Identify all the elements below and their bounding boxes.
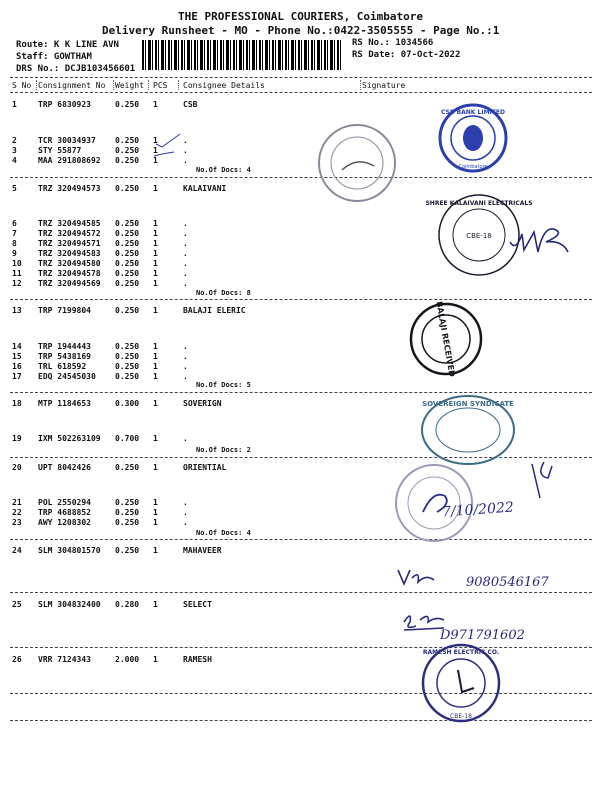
weight-value: 0.250 — [115, 352, 140, 361]
stamp-text: Coimbatore — [458, 164, 488, 170]
consignee-details: . — [183, 136, 188, 145]
stamp-text: SOVEREIGN SYNDICATE — [422, 400, 514, 408]
page-subtitle: Delivery Runsheet - MO - Phone No.:0422-3505555 - Page No.:1 — [102, 24, 500, 37]
col-sep — [148, 80, 149, 90]
consignment-number: TRZ 320494573 — [38, 184, 101, 193]
tick-marks — [150, 130, 200, 164]
docs-count: No.Of Docs: 5 — [196, 381, 251, 389]
pieces-count: 1 — [153, 219, 158, 228]
page-title: THE PROFESSIONAL COURIERS, Coimbatore — [178, 10, 424, 23]
weight-value: 0.250 — [115, 184, 140, 193]
pieces-count: 1 — [153, 306, 158, 315]
table-row — [10, 342, 592, 352]
weight-value: 0.250 — [115, 518, 140, 527]
consignment-number: TRZ 320494571 — [38, 239, 101, 248]
consignee-details: . — [183, 156, 188, 165]
weight-value: 0.250 — [115, 498, 140, 507]
weight-value: 0.250 — [115, 259, 140, 268]
pieces-count: 1 — [153, 399, 158, 408]
col-sep — [360, 80, 361, 90]
serial-number: 13 — [12, 306, 22, 315]
serial-number: 1 — [12, 100, 17, 109]
consignment-number: TRZ 320494585 — [38, 219, 101, 228]
weight-value: 0.250 — [115, 508, 140, 517]
serial-number: 18 — [12, 399, 22, 408]
consignee-details: . — [183, 259, 188, 268]
consignee-details: CSB — [183, 100, 198, 109]
group-divider — [10, 647, 592, 648]
csb-stamp — [314, 120, 400, 206]
table-row — [10, 600, 592, 610]
rs-number: RS No.: 1034566 — [352, 38, 434, 48]
consignee-details: SELECT — [183, 600, 212, 609]
serial-number: 25 — [12, 600, 22, 609]
serial-number: 21 — [12, 498, 22, 507]
route-label: Route: K K LINE AVN — [16, 40, 119, 50]
weight-value: 0.250 — [115, 372, 140, 381]
consignment-number: TRP 7199804 — [38, 306, 91, 315]
serial-number: 22 — [12, 508, 22, 517]
serial-number: 6 — [12, 219, 17, 228]
pieces-count: 1 — [153, 508, 158, 517]
stamp-text: SHREE KALAIVANI ELECTRICALS — [425, 200, 533, 207]
serial-number: 26 — [12, 655, 22, 664]
stamp-text: BALAJI RECEIVED — [434, 300, 457, 378]
table-row — [10, 306, 592, 316]
pieces-count: 1 — [153, 600, 158, 609]
table-row — [10, 372, 592, 382]
consignee-details: . — [183, 362, 188, 371]
pieces-count: 1 — [153, 498, 158, 507]
pieces-count: 1 — [153, 146, 158, 155]
serial-number: 24 — [12, 546, 22, 555]
pieces-count: 1 — [153, 342, 158, 351]
header-bottom-divider — [10, 92, 592, 93]
consignment-number: TRP 6830923 — [38, 100, 91, 109]
serial-number: 15 — [12, 352, 22, 361]
handwritten-phone-2: D971791602 — [440, 628, 525, 643]
weight-value: 0.250 — [115, 219, 140, 228]
pieces-count: 1 — [153, 136, 158, 145]
footer-divider — [10, 720, 592, 721]
pieces-count: 1 — [153, 463, 158, 472]
consignment-number: MAA 291808692 — [38, 156, 101, 165]
docs-count: No.Of Docs: 2 — [196, 446, 251, 454]
weight-value: 0.250 — [115, 249, 140, 258]
consignment-number: AWY 1208302 — [38, 518, 91, 527]
pieces-count: 1 — [153, 279, 158, 288]
consignment-number: MTP 1184653 — [38, 399, 91, 408]
serial-number: 11 — [12, 269, 22, 278]
serial-number: 14 — [12, 342, 22, 351]
weight-value: 0.280 — [115, 600, 140, 609]
consignee-details: . — [183, 498, 188, 507]
handwritten-date: 7/10/2022 — [441, 499, 515, 521]
group-divider — [10, 177, 592, 178]
stamp-text: RAMESH ELECTRIC CO. — [422, 649, 500, 656]
consignment-number: TRZ 320494583 — [38, 249, 101, 258]
consignment-number: TRL 618592 — [38, 362, 87, 371]
consignee-details: . — [183, 372, 188, 381]
balaji-stamp — [407, 300, 485, 378]
table-row — [10, 352, 592, 362]
rs-date: RS Date: 07-Oct-2022 — [352, 50, 461, 60]
pieces-count: 1 — [153, 372, 158, 381]
weight-value: 0.250 — [115, 279, 140, 288]
consignment-number: TRP 4688852 — [38, 508, 91, 517]
pieces-count: 1 — [153, 655, 158, 664]
col-pcs: PCS — [153, 81, 168, 90]
consignment-number: TRZ 320494580 — [38, 259, 101, 268]
csb-bank-stamp — [437, 102, 509, 174]
col-consignment: Consignment No — [38, 81, 106, 90]
weight-value: 0.300 — [115, 399, 140, 408]
weight-value: 0.250 — [115, 362, 140, 371]
table-row — [10, 279, 592, 289]
serial-number: 9 — [12, 249, 17, 258]
serial-number: 3 — [12, 146, 17, 155]
serial-number: 19 — [12, 434, 22, 443]
consignee-details: . — [183, 279, 188, 288]
consignment-number: EDQ 24545030 — [38, 372, 96, 381]
weight-value: 0.250 — [115, 229, 140, 238]
weight-value: 0.250 — [115, 342, 140, 351]
weight-value: 0.250 — [115, 100, 140, 109]
kalaivani-signature — [506, 212, 576, 262]
oriental-signature — [528, 458, 558, 502]
stamp-text: CBE-18 — [466, 232, 492, 240]
pieces-count: 1 — [153, 184, 158, 193]
consignment-number: TCR 30034937 — [38, 136, 96, 145]
serial-number: 16 — [12, 362, 22, 371]
col-sno: S No — [12, 81, 32, 90]
pieces-count: 1 — [153, 156, 158, 165]
weight-value: 0.250 — [115, 269, 140, 278]
group-divider — [10, 693, 592, 694]
consignment-number: VRR 7124343 — [38, 655, 91, 664]
pieces-count: 1 — [153, 362, 158, 371]
pieces-count: 1 — [153, 259, 158, 268]
handwritten-phone-1: 9080546167 — [466, 575, 549, 590]
weight-value: 0.700 — [115, 434, 140, 443]
pieces-count: 1 — [153, 229, 158, 238]
weight-value: 0.250 — [115, 146, 140, 155]
docs-count: No.Of Docs: 8 — [196, 289, 251, 297]
weight-value: 0.250 — [115, 463, 140, 472]
column-header-row — [10, 81, 592, 91]
pieces-count: 1 — [153, 518, 158, 527]
consignee-details: BALAJI ELERIC — [183, 306, 246, 315]
pieces-count: 1 — [153, 100, 158, 109]
pieces-count: 1 — [153, 269, 158, 278]
consignment-number: TRZ 320494578 — [38, 269, 101, 278]
consignee-details: . — [183, 239, 188, 248]
weight-value: 0.250 — [115, 239, 140, 248]
consignee-details: RAMESH — [183, 655, 212, 664]
docs-count: No.Of Docs: 4 — [196, 529, 251, 537]
pieces-count: 1 — [153, 249, 158, 258]
consignment-number: IXM 502263109 — [38, 434, 101, 443]
consignee-details: MAHAVEER — [183, 546, 222, 555]
col-signature: Signature — [362, 81, 406, 90]
col-weight: Weight — [115, 81, 144, 90]
stamp-text: CBE-18 — [450, 713, 472, 720]
consignee-details: . — [183, 434, 188, 443]
table-row — [10, 362, 592, 372]
consignment-number: TRP 1944443 — [38, 342, 91, 351]
weight-value: 0.250 — [115, 306, 140, 315]
consignee-details: . — [183, 249, 188, 258]
consignee-details: . — [183, 229, 188, 238]
table-row — [10, 518, 592, 528]
consignment-number: UPT 8042426 — [38, 463, 91, 472]
weight-value: 0.250 — [115, 156, 140, 165]
group-divider — [10, 539, 592, 540]
pieces-count: 1 — [153, 352, 158, 361]
col-sep — [113, 80, 114, 90]
serial-number: 23 — [12, 518, 22, 527]
serial-number: 4 — [12, 156, 17, 165]
pieces-count: 1 — [153, 434, 158, 443]
barcode — [142, 40, 342, 70]
serial-number: 8 — [12, 239, 17, 248]
pieces-count: 1 — [153, 546, 158, 555]
consignment-number: POL 2550294 — [38, 498, 91, 507]
col-sep — [36, 80, 37, 90]
drs-number: DRS No.: DCJB103456601 — [16, 64, 136, 74]
consignee-details: . — [183, 342, 188, 351]
group-divider — [10, 592, 592, 593]
consignee-details: SOVERIGN — [183, 399, 222, 408]
staff-label: Staff: GOWTHAM — [16, 52, 92, 62]
table-row — [10, 546, 592, 556]
sovereign-stamp — [418, 392, 518, 468]
table-row — [10, 655, 592, 665]
consignment-number: SLM 304832400 — [38, 600, 101, 609]
consignee-details: . — [183, 508, 188, 517]
consignee-details: . — [183, 352, 188, 361]
serial-number: 12 — [12, 279, 22, 288]
consignee-details: KALAIVANI — [183, 184, 227, 193]
mahaveer-signature — [396, 566, 438, 592]
weight-value: 0.250 — [115, 546, 140, 555]
serial-number: 2 — [12, 136, 17, 145]
col-sep — [178, 80, 179, 90]
consignment-number: SLM 304801570 — [38, 546, 101, 555]
consignment-number: TRP 5438169 — [38, 352, 91, 361]
consignment-number: TRZ 320494572 — [38, 229, 101, 238]
group-divider — [10, 299, 592, 300]
consignment-number: STY 55877 — [38, 146, 82, 155]
consignee-details: . — [183, 518, 188, 527]
pieces-count: 1 — [153, 239, 158, 248]
consignment-number: TRZ 320494569 — [38, 279, 101, 288]
weight-value: 2.000 — [115, 655, 140, 664]
weight-value: 0.250 — [115, 136, 140, 145]
consignee-details: . — [183, 269, 188, 278]
serial-number: 20 — [12, 463, 22, 472]
serial-number: 17 — [12, 372, 22, 381]
consignee-details: ORIENTIAL — [183, 463, 227, 472]
stamp-text: CSB BANK LIMITED — [441, 109, 505, 116]
serial-number: 5 — [12, 184, 17, 193]
docs-count: No.Of Docs: 4 — [196, 166, 251, 174]
serial-number: 7 — [12, 229, 17, 238]
consignee-details: . — [183, 146, 188, 155]
ramesh-stamp — [420, 642, 502, 724]
consignee-details: . — [183, 219, 188, 228]
header-top-divider — [10, 77, 592, 78]
col-consignee: Consignee Details — [183, 81, 265, 90]
serial-number: 10 — [12, 259, 22, 268]
